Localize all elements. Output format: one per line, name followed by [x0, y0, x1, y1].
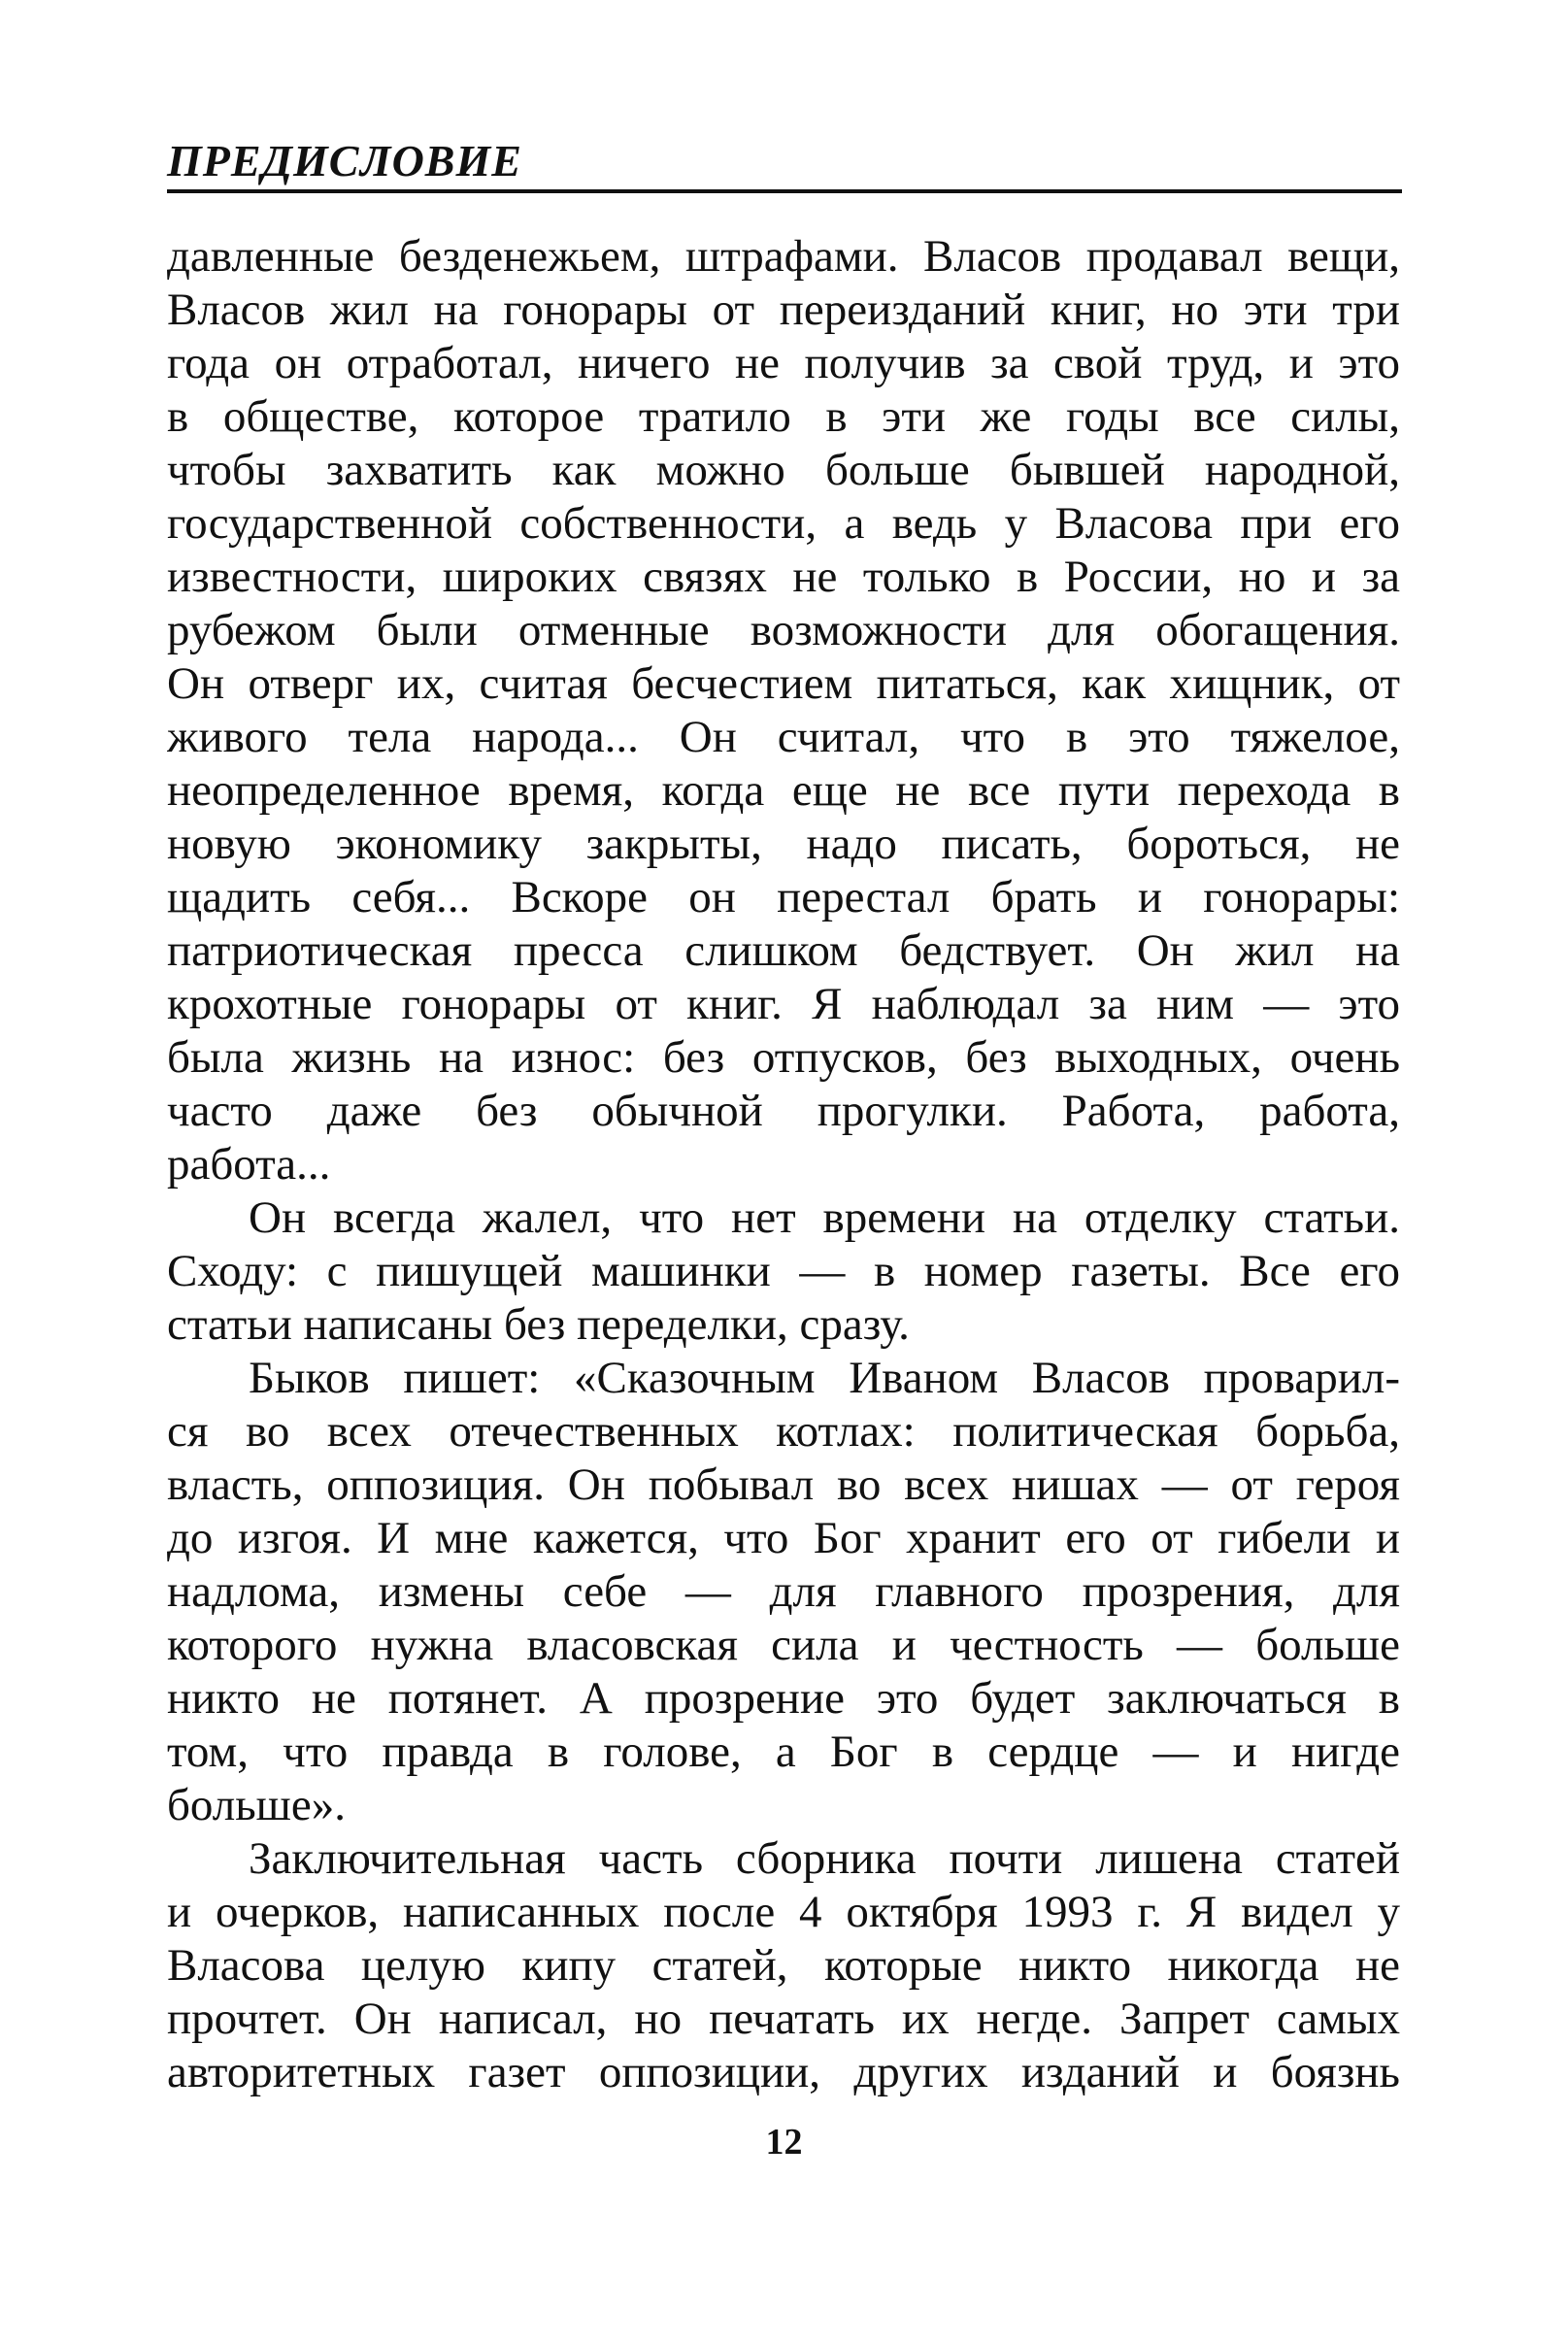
- text-line: Власова целую кипу статей, которые никто никогда не: [167, 1940, 1400, 1991]
- text-line: рубежом были отменные возможности для обогащения.: [167, 605, 1400, 655]
- text-line: авторитетных газет оппозиции, других изданий и боязнь: [167, 2047, 1400, 2097]
- text-line: живого тела народа... Он считал, что в это тяжелое,: [167, 712, 1400, 762]
- text-line: неопределенное время, когда еще не все пути перехода в: [167, 765, 1400, 816]
- text-line: надлома, измены себе — для главного прозрения, для: [167, 1566, 1400, 1617]
- text-line: которого нужна власовская сила и честность — больше: [167, 1620, 1400, 1670]
- text-line: работа...: [167, 1139, 331, 1190]
- text-line: государственной собственности, а ведь у Власова при его: [167, 498, 1400, 549]
- text-line: часто даже без обычной прогулки. Работа, работа,: [167, 1086, 1400, 1136]
- text-line: и очерков, написанных после 4 октября 1993 г. Я видел у: [167, 1887, 1400, 1937]
- text-line: том, что правда в голове, а Бог в сердце — и нигде: [167, 1727, 1400, 1777]
- text-line: Быков пишет: «Сказочным Иваном Власов проварил-: [249, 1353, 1400, 1403]
- text-line: никто не потянет. А прозрение это будет заключаться в: [167, 1673, 1400, 1724]
- text-line: крохотные гонорары от книг. Я наблюдал за ним — это: [167, 979, 1400, 1029]
- text-line: статьи написаны без переделки, сразу.: [167, 1299, 910, 1350]
- text-line: больше».: [167, 1780, 346, 1830]
- paragraph: [167, 1832, 1400, 2099]
- text-line: Власов жил на гонорары от переизданий книг, но эти три: [167, 285, 1400, 335]
- text-line: в обществе, которое тратило в эти же годы все силы,: [167, 391, 1400, 442]
- page-number: 12: [765, 2122, 803, 2163]
- text-line: давленные безденежьем, штрафами. Власов продавал вещи,: [167, 231, 1400, 282]
- text-line: прочтет. Он написал, но печатать их негде. Запрет самых: [167, 1994, 1400, 2044]
- text-line: щадить себя... Вскоре он перестал брать и гонорары:: [167, 872, 1400, 922]
- text-line: Заключительная часть сборника почти лишена статей: [249, 1833, 1400, 1884]
- body-text: [167, 230, 1400, 2099]
- paragraph: [167, 1191, 1400, 1352]
- header-rule: [167, 189, 1402, 193]
- text-line: Он всегда жалел, что нет времени на отделку статьи.: [249, 1192, 1400, 1243]
- text-line: чтобы захватить как можно больше бывшей народной,: [167, 445, 1400, 495]
- text-line: ся во всех отечественных котлах: политическая борьба,: [167, 1406, 1400, 1457]
- paragraph: [167, 230, 1400, 1191]
- running-header: [167, 134, 1402, 196]
- text-line: новую экономику закрыты, надо писать, бороться, не: [167, 819, 1400, 869]
- text-line: патриотическая пресса слишком бедствует. Он жил на: [167, 925, 1400, 976]
- text-line: Сходу: с пишущей машинки — в номер газеты. Все его: [167, 1246, 1400, 1296]
- text-line: власть, оппозиция. Он побывал во всех нишах — от героя: [167, 1459, 1400, 1510]
- text-line: известности, широких связях не только в России, но и за: [167, 552, 1400, 602]
- text-line: года он отработал, ничего не получив за свой труд, и это: [167, 338, 1400, 388]
- text-line: Он отверг их, считая бесчестием питаться, как хищник, от: [167, 658, 1400, 709]
- text-line: была жизнь на износ: без отпусков, без выходных, очень: [167, 1032, 1400, 1083]
- running-title: ПРЕДИСЛОВИЕ: [167, 136, 522, 185]
- paragraph: [167, 1352, 1400, 1832]
- text-line: до изгоя. И мне кажется, что Бог хранит его от гибели и: [167, 1513, 1400, 1563]
